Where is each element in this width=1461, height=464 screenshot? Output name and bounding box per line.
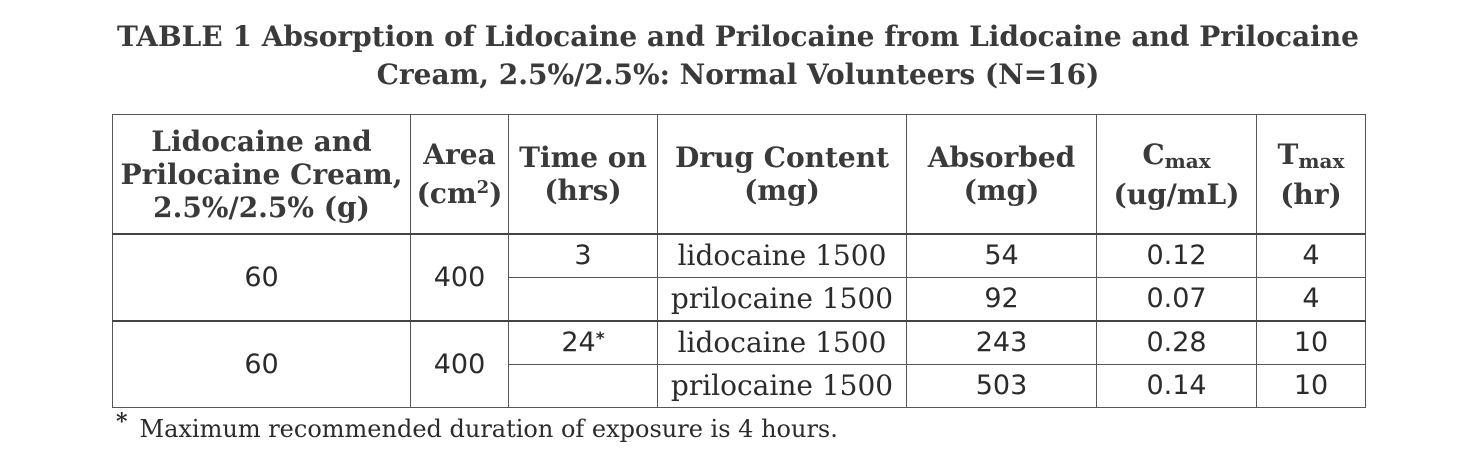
tmax-cell: 10 — [1257, 365, 1366, 408]
footnote-text: Maximum recommended duration of exposure is 4 hours. — [139, 415, 838, 443]
table-title-line-1: TABLE 1 Absorption of Lidocaine and Prilocaine from Lidocaine and Prilocaine — [116, 20, 1359, 53]
footnote-marker: * — [595, 329, 605, 349]
time-on-cell: 24* — [509, 321, 658, 365]
drug-content-cell: prilocaine 1500 — [658, 365, 907, 408]
table-title — [0, 18, 1461, 94]
tmax-cell: 10 — [1257, 321, 1366, 365]
cream-amount-cell: 60 — [113, 321, 411, 408]
time-on-cell-empty — [509, 278, 658, 322]
area-cell: 400 — [411, 234, 509, 321]
absorbed-cell: 243 — [907, 321, 1097, 365]
absorbed-cell: 503 — [907, 365, 1097, 408]
time-on-cell: 3 — [509, 234, 658, 278]
tmax-cell: 4 — [1257, 234, 1366, 278]
drug-content-cell: lidocaine 1500 — [658, 321, 907, 365]
drug-content-cell: lidocaine 1500 — [658, 234, 907, 278]
table-row — [113, 234, 1366, 278]
absorbed-cell: 92 — [907, 278, 1097, 322]
header-cmax: $C_{max}$ (ug/mL) — [1097, 115, 1257, 235]
header-row — [113, 115, 1366, 235]
table-row — [113, 321, 1366, 365]
header-time-on: Time on (hrs) — [509, 115, 658, 235]
area-cell: 400 — [411, 321, 509, 408]
footnote — [116, 409, 838, 445]
header-drug-content: Drug Content (mg) — [658, 115, 907, 235]
header-tmax: $T_{max}$ (hr) — [1257, 115, 1366, 235]
cmax-cell: 0.14 — [1097, 365, 1257, 408]
tmax-cell: 4 — [1257, 278, 1366, 322]
cream-amount-cell: 60 — [113, 234, 411, 321]
header-absorbed: Absorbed (mg) — [907, 115, 1097, 235]
cmax-cell: 0.07 — [1097, 278, 1257, 322]
header-cream-amount: Lidocaine and Prilocaine Cream, 2.5%/2.5% (g) — [113, 115, 411, 235]
header-area: Area $(cm^2)$ — [411, 115, 509, 235]
cmax-cell: 0.12 — [1097, 234, 1257, 278]
table-title-line-2: Cream, 2.5%/2.5%: Normal Volunteers (N=16) — [376, 58, 1100, 91]
cmax-cell: 0.28 — [1097, 321, 1257, 365]
drug-content-cell: prilocaine 1500 — [658, 278, 907, 322]
footnote-mark: * — [116, 409, 128, 435]
absorbed-cell: 54 — [907, 234, 1097, 278]
time-on-cell-empty — [509, 365, 658, 408]
absorption-table — [112, 114, 1366, 408]
